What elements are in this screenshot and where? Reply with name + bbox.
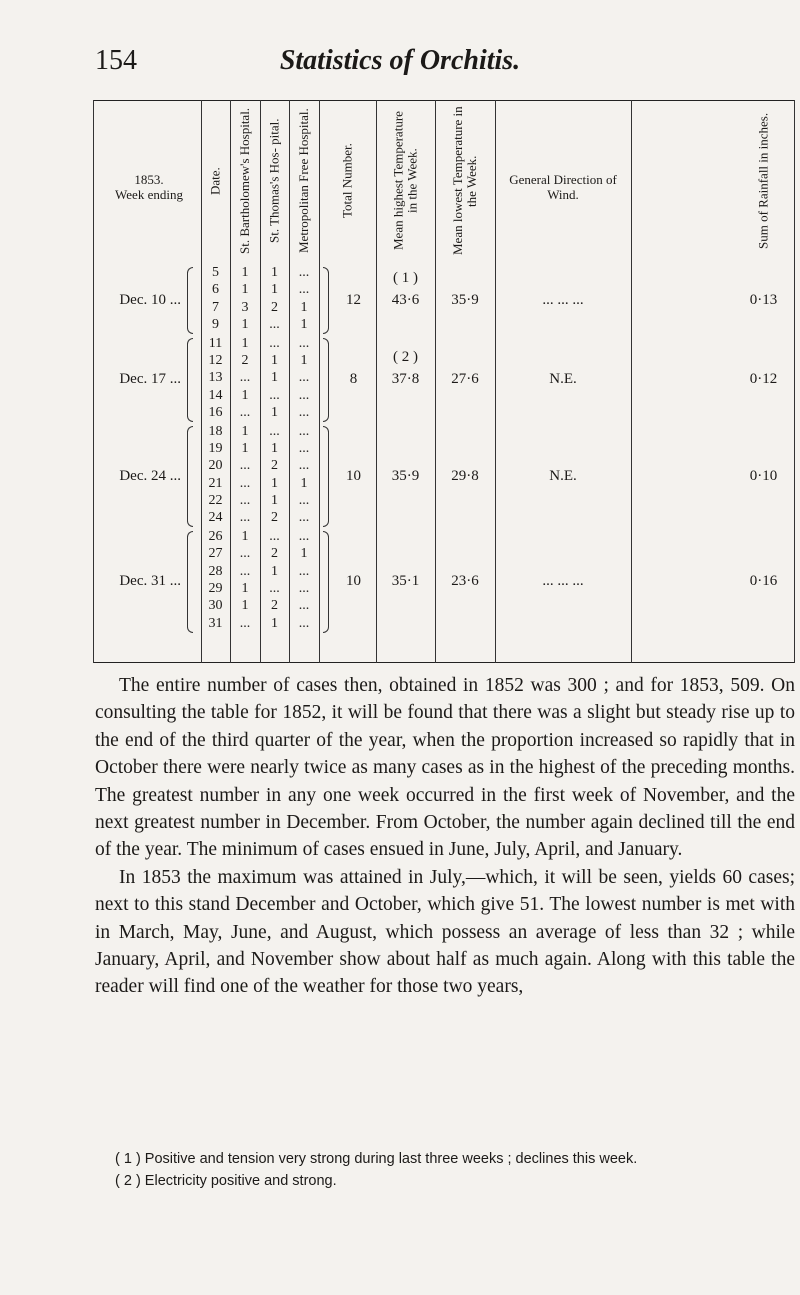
thomas-cell: 1 (271, 265, 278, 280)
mean-high: 43·6 (391, 291, 420, 308)
thomas-cell: 1 (271, 441, 278, 456)
barts-cell: 1 (241, 265, 249, 280)
date-cell: 27 (208, 546, 223, 562)
barts-cell: ... (239, 510, 251, 526)
date-cell: 11 (208, 335, 223, 351)
header-wind: General Direction of Wind. (509, 172, 617, 202)
header-rain: Sum of Rainfall in inches. (755, 112, 771, 250)
thomas-cell: 1 (271, 282, 278, 298)
page-number: 154 (95, 45, 137, 76)
header-date: Date. (207, 167, 223, 195)
date-cell: 21 (208, 475, 223, 491)
barts-cell: ... (239, 458, 251, 474)
barts-cell: 1 (241, 387, 249, 403)
metro-cell: ... (298, 335, 310, 351)
thomas-cell: 1 (271, 615, 278, 631)
metro-cell: ... (298, 265, 310, 280)
date-cell: 20 (208, 458, 223, 474)
running-title: Statistics of Orchitis. (279, 45, 521, 76)
date-cell: 13 (208, 370, 223, 386)
thomas-cell: 1 (271, 404, 278, 420)
mean-high: 35·1 (391, 572, 420, 589)
mean-low: 27·6 (451, 370, 479, 387)
week-brace (187, 531, 193, 633)
footnote: ( 1 ) Positive and tension very strong during last three weeks ; declines this week. (115, 1151, 638, 1167)
barts-cell: 1 (241, 335, 249, 351)
date-cell: 12 (208, 353, 223, 368)
week-label: Dec. 24 ... (119, 467, 181, 484)
header-mean-high: Mean highest Temperature in the Week. (390, 111, 420, 251)
barts-cell: 1 (241, 598, 249, 614)
metro-cell: ... (298, 458, 310, 474)
thomas-cell: ... (269, 529, 280, 544)
thomas-cell: 1 (271, 563, 278, 579)
thomas-cell: ... (269, 387, 280, 403)
week-brace (187, 267, 193, 334)
paragraph: The entire number of cases then, obtained in 1852 was 300 ; and for 1853, 509. On consulting the table for 1852, it will be found that there was a slight but steady rise up to the end of the third quarter of the year, when the proportion increased so rapidly that in October there were nearly twice as many cases as in the highest of the preceding months. The greatest number in any one week occurred in the first week of November, and the next greatest number in December. From October, the number again declined till the end of the year. The minimum of cases ensued in June, July, April, and January. (95, 675, 795, 861)
total-brace (323, 426, 329, 528)
barts-cell: 1 (241, 316, 249, 332)
header-week-ending-label: Week ending (115, 187, 183, 202)
date-cell: 18 (208, 423, 223, 439)
thomas-cell: ... (269, 423, 280, 439)
metro-cell: 1 (300, 353, 308, 368)
barts-cell: ... (239, 546, 251, 562)
mean-low: 29·8 (451, 467, 479, 484)
metro-cell: ... (298, 387, 310, 403)
barts-cell: 1 (241, 529, 249, 544)
date-cell: 9 (212, 316, 219, 332)
date-cell: 7 (212, 299, 219, 315)
table-top-rule (93, 100, 795, 101)
total-number: 10 (346, 467, 361, 484)
barts-cell: ... (239, 615, 251, 631)
total-number: 10 (346, 572, 361, 589)
metro-cell: 1 (300, 316, 308, 332)
table-bottom-rule (93, 662, 795, 663)
wind-direction: ... ... ... (542, 572, 584, 589)
thomas-cell: 2 (271, 546, 278, 562)
thomas-cell: 2 (271, 598, 278, 614)
metro-cell: ... (298, 529, 310, 544)
metro-cell: ... (298, 510, 310, 526)
week-label: Dec. 10 ... (119, 291, 181, 308)
thomas-cell: 1 (271, 353, 278, 368)
date-cell: 31 (208, 615, 223, 631)
wind-direction: ... ... ... (542, 291, 584, 308)
thomas-cell: 1 (271, 475, 278, 491)
date-cell: 29 (208, 580, 223, 596)
date-cell: 22 (208, 492, 223, 508)
week-label: Dec. 31 ... (119, 572, 181, 589)
paragraph: In 1853 the maximum was attained in July,—which, it will be seen, yields 60 cases; next to this stand December and October, which give 51. The lowest number is met with in March, May, June, and August, which possess an average of less than 32 ; while January, April, and November show about half as much again. Along with this table the reader will find one of the weather for those two years, (95, 866, 795, 998)
metro-cell: ... (298, 615, 310, 631)
date-cell: 26 (208, 529, 223, 544)
thomas-cell: 2 (271, 510, 278, 526)
footnotes (115, 1148, 795, 1192)
mean-low: 35·9 (451, 291, 479, 308)
rainfall: 0·12 (749, 370, 778, 387)
barts-cell: 3 (241, 299, 249, 315)
rainfall: 0·10 (749, 467, 778, 484)
metro-cell: ... (298, 441, 310, 456)
barts-cell: ... (239, 492, 251, 508)
thomas-cell: 2 (271, 299, 278, 315)
date-cell: 14 (208, 387, 223, 403)
header-thomas: St. Thomas's Hos- pital. (266, 118, 282, 244)
barts-cell: 1 (241, 282, 249, 298)
wind-direction: N.E. (549, 370, 577, 387)
barts-cell: 1 (241, 441, 249, 456)
date-cell: 24 (208, 510, 223, 526)
total-number: 8 (349, 370, 358, 387)
metro-cell: ... (298, 563, 310, 579)
header-total: Total Number. (339, 143, 355, 219)
metro-cell: 1 (300, 475, 308, 491)
footnote: ( 2 ) Electricity positive and strong. (115, 1173, 337, 1189)
metro-cell: 1 (300, 546, 308, 562)
metro-cell: ... (298, 370, 310, 386)
table-rule (631, 100, 632, 663)
header-year: 1853. (134, 172, 164, 187)
barts-cell: 1 (241, 580, 249, 596)
barts-cell: ... (239, 404, 251, 420)
barts-cell: ... (239, 370, 251, 386)
metro-cell: ... (298, 404, 310, 420)
metro-cell: 1 (300, 299, 308, 315)
date-cell: 5 (212, 265, 219, 280)
date-cell: 28 (208, 563, 223, 579)
barts-cell: ... (239, 475, 251, 491)
date-cell: 6 (212, 282, 219, 298)
week-brace (187, 426, 193, 528)
total-brace (323, 267, 329, 334)
metro-cell: ... (298, 492, 310, 508)
footnote-marker: ( 2 ) (393, 348, 418, 365)
date-cell: 16 (208, 404, 223, 420)
header-metro: Metropolitan Free Hospital. (296, 108, 311, 254)
thomas-cell: ... (269, 580, 280, 596)
metro-cell: ... (298, 423, 310, 439)
header-barts: St. Bartholomew's Hospital. (237, 107, 252, 255)
metro-cell: ... (298, 598, 310, 614)
wind-direction: N.E. (549, 467, 577, 484)
week-label: Dec. 17 ... (119, 370, 181, 387)
date-cell: 30 (208, 598, 223, 614)
total-brace (323, 338, 329, 423)
total-brace (323, 531, 329, 633)
barts-cell: 1 (241, 423, 249, 439)
thomas-cell: ... (269, 316, 280, 332)
date-cell: 19 (208, 441, 223, 456)
header-mean-low: Mean lowest Temperature in the Week. (450, 106, 479, 256)
thomas-cell: 2 (271, 458, 278, 474)
body-text (95, 672, 795, 1001)
metro-cell: ... (298, 580, 310, 596)
thomas-cell: ... (269, 335, 280, 351)
mean-low: 23·6 (451, 572, 479, 589)
barts-cell: ... (239, 563, 251, 579)
rainfall: 0·13 (749, 291, 778, 308)
mean-high: 35·9 (391, 467, 420, 484)
metro-cell: ... (298, 282, 310, 298)
statistics-table (93, 100, 795, 663)
week-brace (187, 338, 193, 423)
thomas-cell: 1 (271, 492, 278, 508)
footnote-marker: ( 1 ) (393, 269, 418, 286)
mean-high: 37·8 (391, 370, 420, 387)
barts-cell: 2 (241, 353, 249, 368)
thomas-cell: 1 (271, 370, 278, 386)
table-rule (794, 100, 795, 663)
header-week-ending (97, 172, 201, 202)
rainfall: 0·16 (749, 572, 778, 589)
total-number: 12 (346, 291, 361, 308)
